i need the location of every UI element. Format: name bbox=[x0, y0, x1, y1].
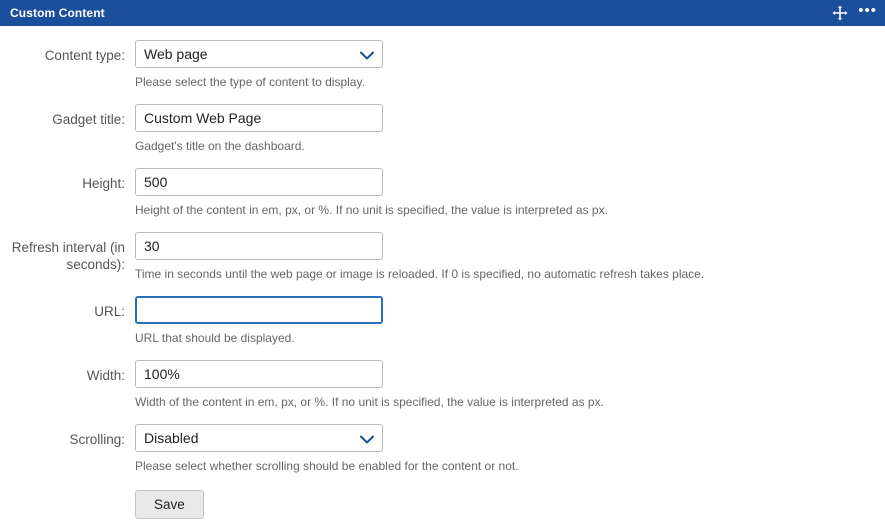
field-row-url bbox=[0, 296, 885, 360]
height-label: Height: bbox=[82, 176, 125, 191]
gadget-title-label: Gadget title: bbox=[52, 112, 125, 127]
gadget-title-help: Gadget's title on the dashboard. bbox=[135, 139, 305, 153]
scrolling-label: Scrolling: bbox=[69, 432, 125, 447]
window-title: Custom Content bbox=[10, 6, 105, 20]
refresh-interval-control bbox=[135, 232, 885, 296]
height-help: Height of the content in em, px, or %. If no unit is specified, the value is interpreted as px. bbox=[135, 203, 608, 217]
content-type-help: Please select the type of content to display. bbox=[135, 75, 365, 89]
titlebar-actions bbox=[832, 1, 877, 21]
refresh-interval-help: Time in seconds until the web page or image is reloaded. If 0 is specified, no automatic refresh takes place. bbox=[135, 267, 705, 281]
gadget-title-input[interactable] bbox=[135, 104, 383, 132]
move-arrows-icon[interactable] bbox=[832, 5, 848, 21]
url-input[interactable] bbox=[135, 296, 383, 324]
field-row-save bbox=[0, 488, 885, 519]
save-control bbox=[135, 488, 885, 519]
width-input[interactable] bbox=[135, 360, 383, 388]
save-spacer bbox=[0, 488, 135, 495]
ellipsis-icon[interactable]: ••• bbox=[858, 1, 877, 19]
content-type-control bbox=[135, 40, 885, 104]
width-help: Width of the content in em, px, or %. If no unit is specified, the value is interpreted as px. bbox=[135, 395, 604, 409]
content-type-label: Content type: bbox=[44, 48, 125, 63]
height-control bbox=[135, 168, 885, 232]
field-row-gadget-title bbox=[0, 104, 885, 168]
refresh-interval-input[interactable] bbox=[135, 232, 383, 260]
field-row-content-type bbox=[0, 40, 885, 104]
scrolling-control bbox=[135, 424, 885, 488]
width-control bbox=[135, 360, 885, 424]
scrolling-help: Please select whether scrolling should be enabled for the content or not. bbox=[135, 459, 519, 473]
field-row-scrolling bbox=[0, 424, 885, 488]
url-help: URL that should be displayed. bbox=[135, 331, 295, 345]
custom-content-form bbox=[0, 26, 885, 519]
url-control bbox=[135, 296, 885, 360]
content-type-select[interactable] bbox=[135, 40, 383, 68]
window-titlebar bbox=[0, 0, 885, 26]
field-row-refresh-interval bbox=[0, 232, 885, 296]
content-type-select-wrap[interactable] bbox=[135, 40, 383, 68]
field-row-height bbox=[0, 168, 885, 232]
refresh-interval-label: Refresh interval (in seconds): bbox=[11, 240, 125, 272]
gadget-title-control bbox=[135, 104, 885, 168]
height-input[interactable] bbox=[135, 168, 383, 196]
save-button[interactable]: Save bbox=[135, 490, 204, 519]
url-label: URL: bbox=[94, 304, 125, 319]
width-label: Width: bbox=[86, 368, 125, 383]
field-row-width bbox=[0, 360, 885, 424]
scrolling-select-wrap[interactable] bbox=[135, 424, 383, 452]
scrolling-select[interactable] bbox=[135, 424, 383, 452]
